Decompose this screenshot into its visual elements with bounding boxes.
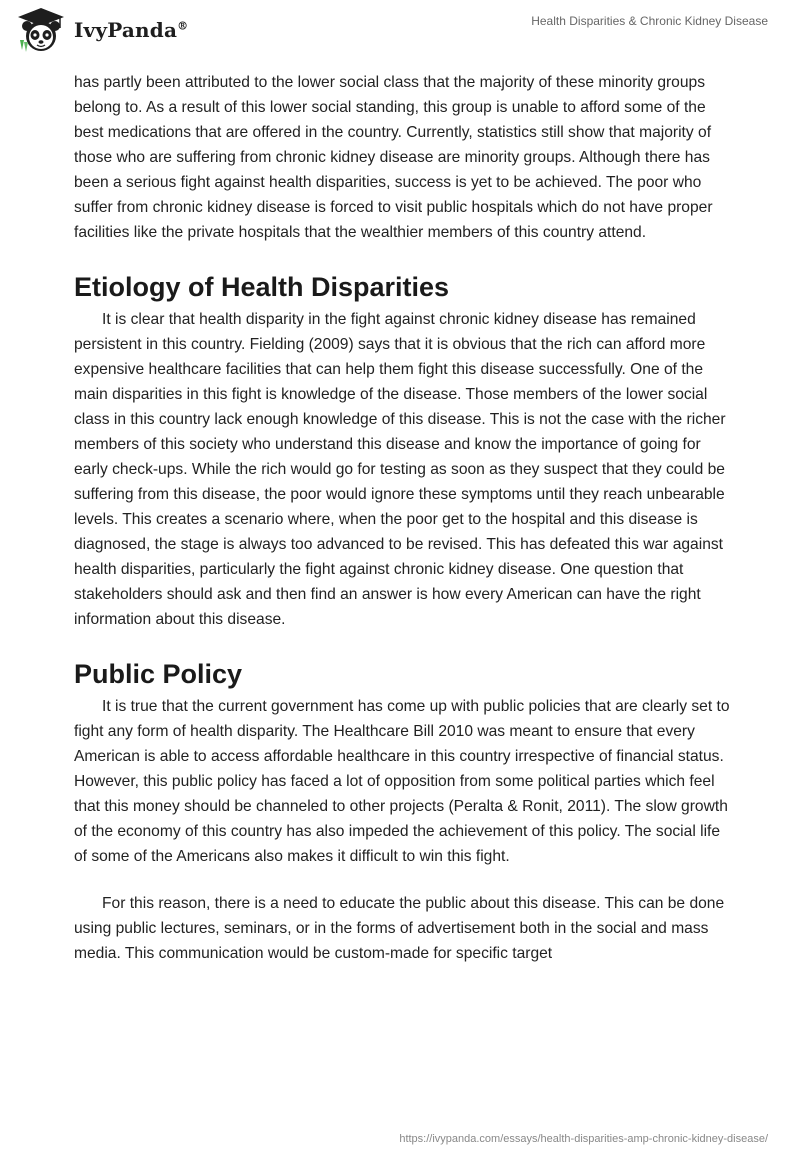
brand-name: IvyPanda® (74, 18, 189, 42)
page-header (0, 0, 800, 64)
paragraph: It is true that the current government has come up with public policies that are clearly set to fight any form of health disparity. The Healthcare Bill 2010 was meant to ensure that every American is able to access affordable healthcare in this country irrespective of financial status. However, this public policy has faced a lot of opposition from some political parties which feel that this money should be channeled to other projects (Peralta & Ronit, 2011). The slow growth of the economy of this country has also impeded the achievement of this policy. The social life of some of the Americans also makes it difficult to win this fight. (74, 698, 730, 865)
section-heading-etiology: Etiology of Health Disparities (74, 272, 450, 302)
paragraph: For this reason, there is a need to educate the public about this disease. This can be done using public lectures, seminars, or in the forms of advertisement both in the social and mass media. This communication would be custom-made for specific target (74, 895, 725, 962)
panda-graduate-icon (14, 6, 68, 54)
brand-logo[interactable] (14, 6, 188, 54)
section-heading-public-policy: Public Policy (74, 659, 243, 689)
essay-body (74, 70, 734, 966)
source-url[interactable]: https://ivypanda.com/essays/health-disparities-amp-chronic-kidney-disease/ (399, 1133, 768, 1145)
document-title: Health Disparities & Chronic Kidney Disease (531, 14, 768, 28)
paragraph: has partly been attributed to the lower social class that the majority of these minority groups belong to. As a result of this lower social standing, this group is unable to afford some of the best medications that are offered in the country. Currently, statistics still show that majority of those who are suffering from chronic kidney disease are minority groups. Although there has been a serious fight against health disparities, success is yet to be achieved. The poor who suffer from chronic kidney disease is forced to visit public hospitals which do not have proper facilities like the private hospitals that the wealthier members of this country attend. (74, 74, 713, 241)
paragraph: It is clear that health disparity in the fight against chronic kidney disease has remained persistent in this country. Fielding (2009) says that it is obvious that the rich can afford more expensive healthcare facilities that can help them fight this disease successfully. One of the main disparities in this fight is knowledge of the disease. Those members of the lower social class in this country lack enough knowledge of this disease. This is not the case with the richer members of this society who understand this disease and know the importance of going for early check-ups. While the rich would go for testing as soon as they suspect that they could be suffering from this disease, the poor would ignore these symptoms until they reach unbearable levels. This creates a scenario where, when the poor get to the hospital and this disease is diagnosed, the stage is always too advanced to be revised. This has defeated this war against health disparities, particularly the fight against chronic kidney disease. One question that stakeholders should ask and then find an answer is how every American can have the right information about this disease. (74, 311, 726, 628)
